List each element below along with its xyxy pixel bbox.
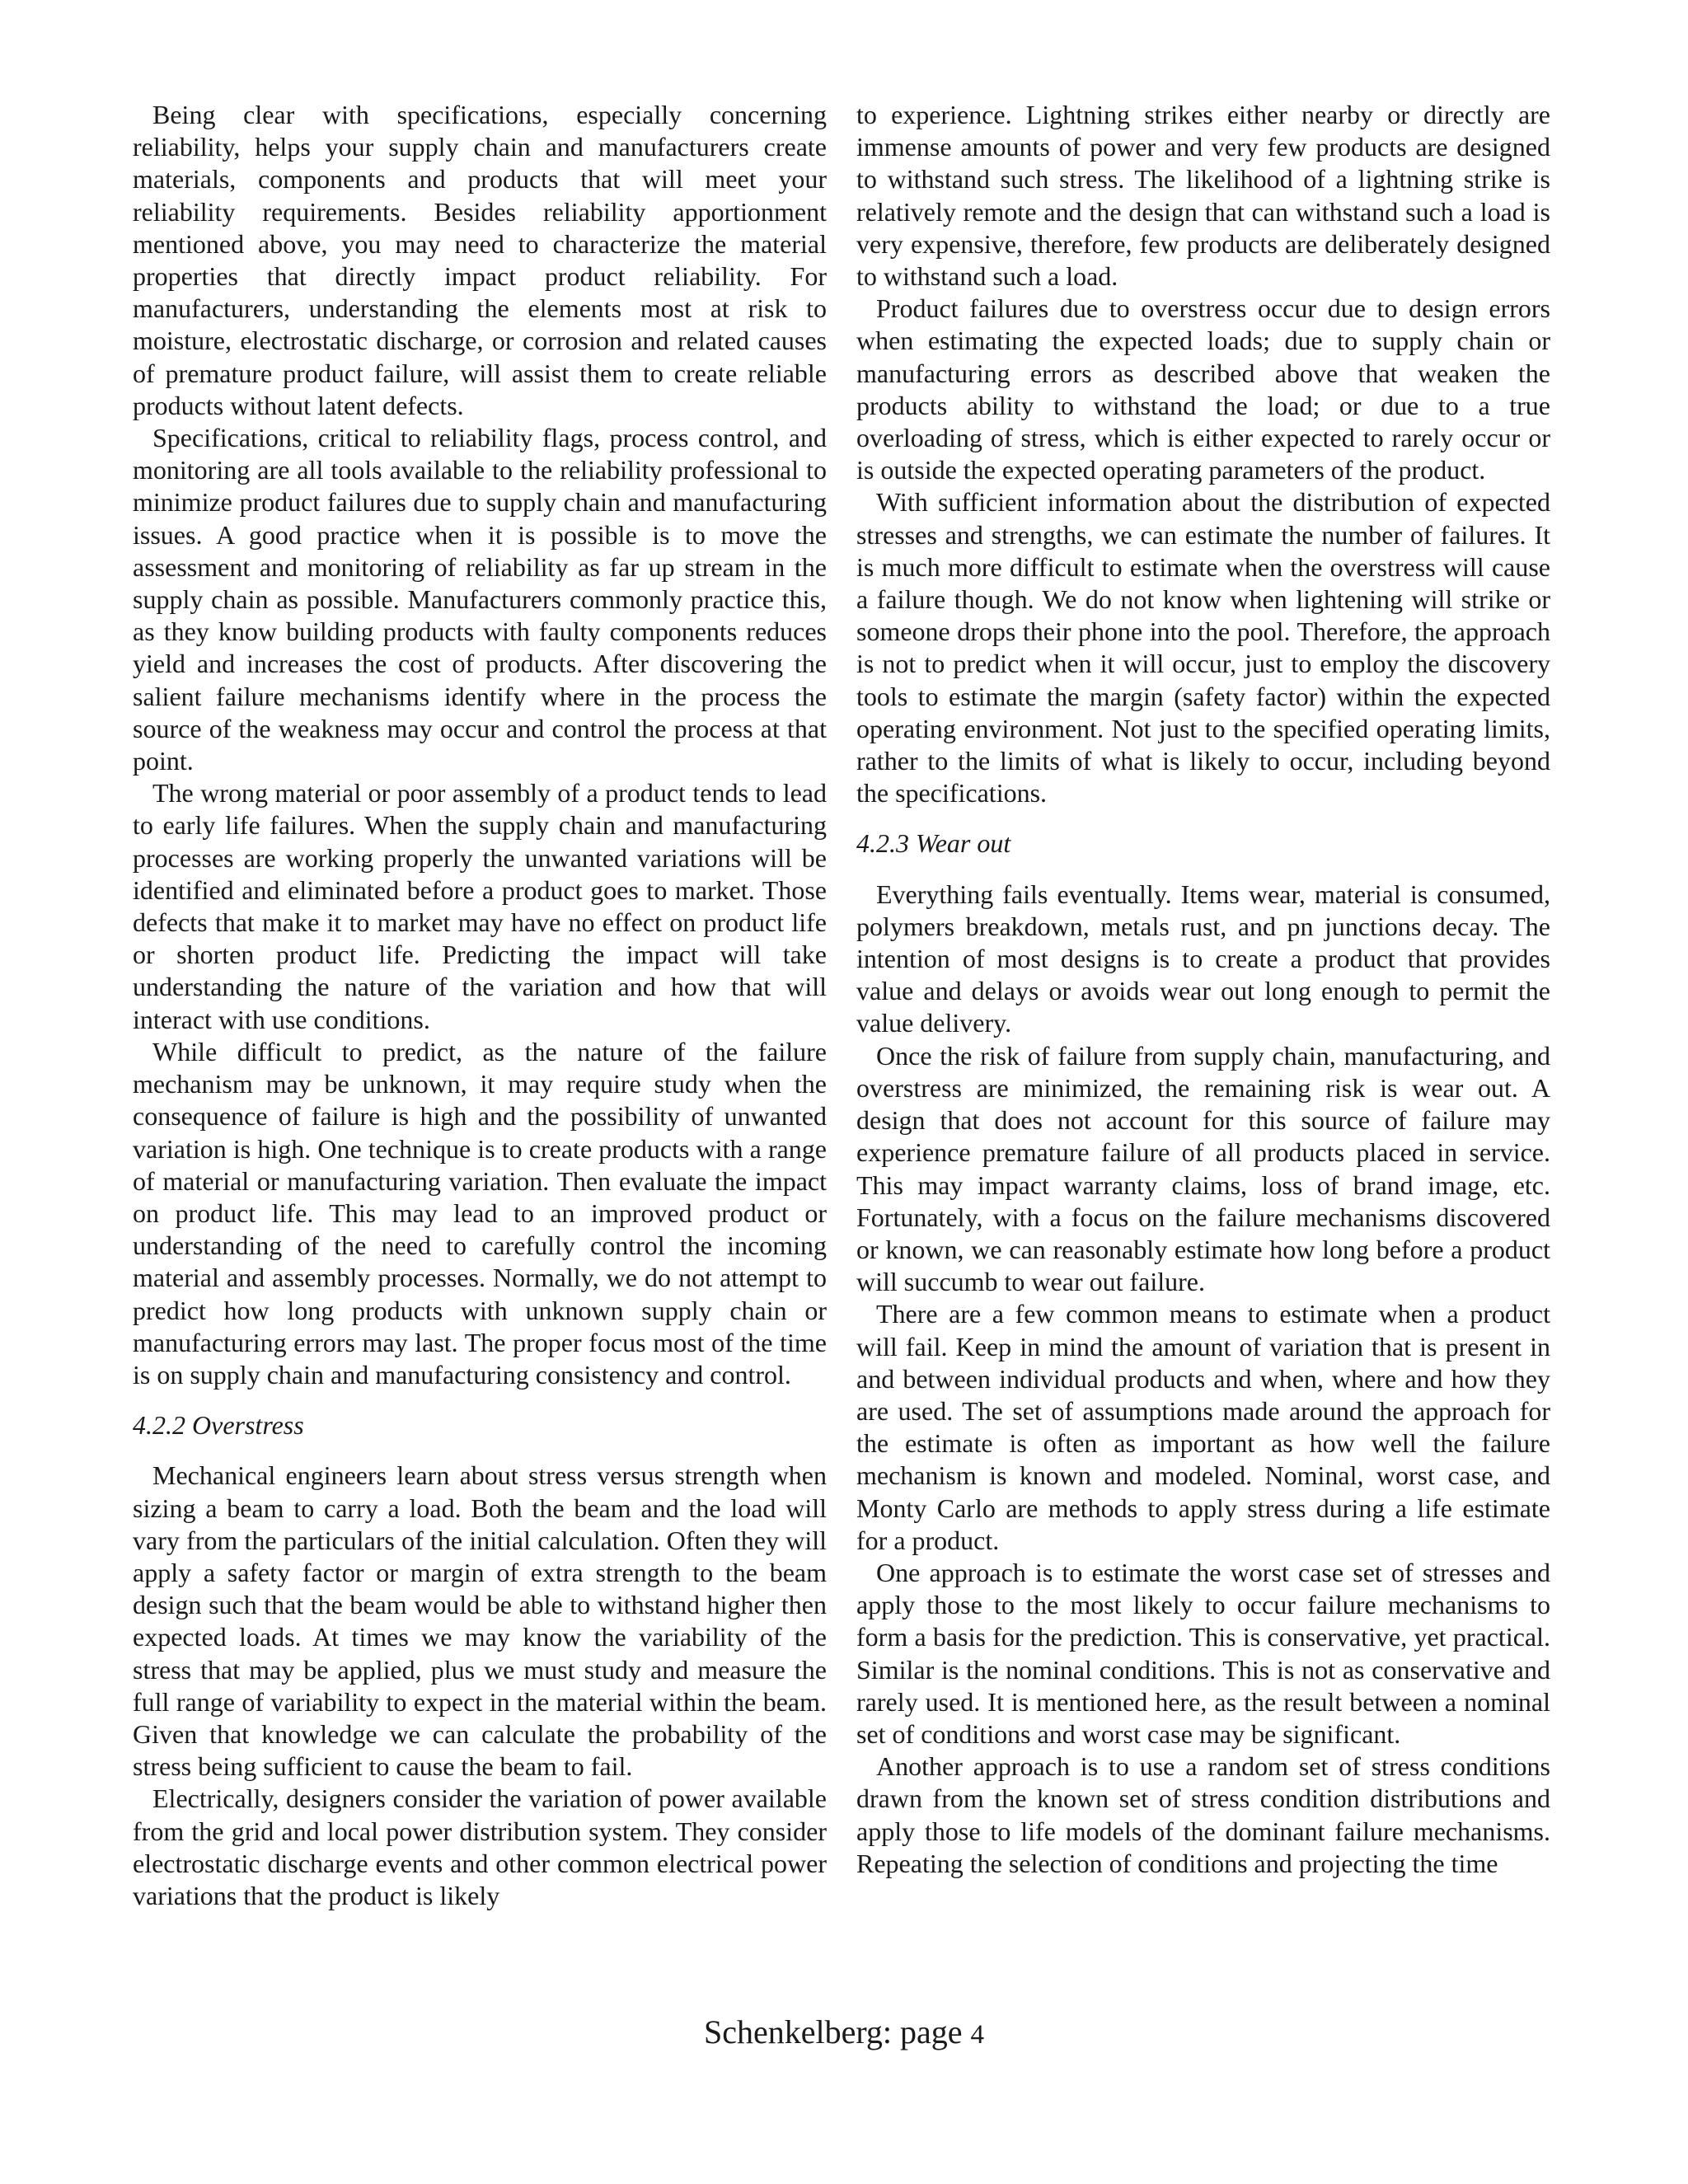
paragraph: Mechanical engineers learn about stress versus strength when sizing a beam to carry a load. Both the beam and the load will vary from the particulars of the initial calculation. Often they will apply a safety factor or margin of extra strength to the beam design such that the beam would be able to withstand higher then expected loads. At times we may know the variability of the stress that may be applied, plus we must study and measure the full range of variability to expect in the material within the beam. Given that knowledge we can calculate the probability of the stress being sufficient to cause the beam to fail.	[133, 1460, 827, 1782]
paragraph: With sufficient information about the distribution of expected stresses and strengths, we can estimate the number of failures. It is much more difficult to estimate when the overstress will cause a failure though. We do not know when lightening will strike or someone drops their phone into the pool. Therefore, the approach is not to predict when it will occur, just to employ the discovery tools to estimate the margin (safety factor) within the expected operating environment. Not just to the specified operating limits, rather to the limits of what is likely to occur, including beyond the specifications.	[856, 487, 1550, 808]
paragraph: Being clear with specifications, especially concerning reliability, helps your supply chain and manufacturers create materials, components and products that will meet your reliability requirements. Besides reliability apportionment mentioned above, you may need to characterize the material properties that directly impact product reliability. For manufacturers, understanding the elements most at risk to moisture, electrostatic discharge, or corrosion and related causes of premature product failure, will assist them to create reliable products without latent defects.	[133, 100, 827, 420]
footer-label: Schenkelberg: page	[703, 2013, 963, 2050]
paragraph: There are a few common means to estimate when a product will fail. Keep in mind the amount of variation that is present in and between individual products and when, where and how they are used. The set of assumptions made around the approach for the estimate is often as important as how well the failure mechanism is known and modeled. Nominal, worst case, and Monty Carlo are methods to apply stress during a life estimate for a product.	[856, 1299, 1550, 1555]
page-footer	[0, 2013, 1688, 2055]
paragraph: One approach is to estimate the worst case set of stresses and apply those to the most likely to occur failure mechanisms to form a basis for the prediction. This is conservative, yet practical. Similar is the nominal conditions. This is not as conservative and rarely used. It is mentioned here, as the result between a nominal set of conditions and worst case may be significant.	[856, 1557, 1550, 1749]
paragraph: Once the risk of failure from supply chain, manufacturing, and overstress are minimized, the remaining risk is wear out. A design that does not account for this source of failure may experience premature failure of all products placed in service. This may impact warranty claims, loss of brand image, etc. Fortunately, with a focus on the failure mechanisms discovered or known, we can reasonably estimate how long before a product will succumb to wear out failure.	[856, 1040, 1550, 1297]
paragraph: Product failures due to overstress occur due to design errors when estimating the expected loads; due to supply chain or manufacturing errors as described above that weaken the products ability to withstand the load; or due to a true overloading of stress, which is either expected to rarely occur or is outside the expected operating parameters of the product.	[856, 293, 1550, 485]
right-column	[856, 99, 1550, 1880]
paragraph: Electrically, designers consider the variation of power available from the grid and local power distribution system. They consider electrostatic discharge events and other common electrical power variations that the product is likely	[133, 1783, 827, 1910]
paragraph: to experience. Lightning strikes either nearby or directly are immense amounts of power and very few products are designed to withstand such stress. The likelihood of a lightning strike is relatively remote and the design that can withstand such a load is very expensive, therefore, few products are deliberately designed to withstand such a load.	[856, 100, 1550, 292]
section-heading-overstress: 4.2.2 Overstress	[133, 1410, 304, 1441]
page-number: 4	[970, 2020, 985, 2050]
paragraph: While difficult to predict, as the nature of the failure mechanism may be unknown, it may require study when the consequence of failure is high and the possibility of unwanted variation is high. One technique is to create products with a range of material or manufacturing variation. Then evaluate the impact on product life. This may lead to an improved product or understanding of the need to carefully control the incoming material and assembly processes. Normally, we do not attempt to predict how long products with unknown supply chain or manufacturing errors may last. The proper focus most of the time is on supply chain and manufacturing consistency and control.	[133, 1036, 827, 1390]
paragraph: Another approach is to use a random set of stress conditions drawn from the known set of stress condition distributions and apply those to life models of the dominant failure mechanisms. Repeating the selection of conditions and projecting the time	[856, 1751, 1550, 1878]
left-column	[133, 99, 827, 1912]
paragraph: The wrong material or poor assembly of a product tends to lead to early life failures. When the supply chain and manufacturing processes are working properly the unwanted variations will be identified and eliminated before a product goes to market. Those defects that make it to market may have no effect on product life or shorten product life. Predicting the impact will take understanding the nature of the variation and how that will interact with use conditions.	[133, 778, 827, 1034]
paragraph: Specifications, critical to reliability flags, process control, and monitoring are all tools available to the reliability professional to minimize product failures due to supply chain and manufacturing issues. A good practice when it is possible is to move the assessment and monitoring of reliability as far up stream in the supply chain as possible. Manufacturers commonly practice this, as they know building products with faulty components reduces yield and increases the cost of products. After discovering the salient failure mechanisms identify where in the process the source of the weakness may occur and control the process at that point.	[133, 423, 827, 776]
paragraph: Everything fails eventually. Items wear, material is consumed, polymers breakdown, metals rust, and pn junctions decay. The intention of most designs is to create a product that provides value and delays or avoids wear out long enough to permit the value delivery.	[856, 879, 1550, 1038]
section-heading-wear-out: 4.2.3 Wear out	[856, 828, 1011, 859]
